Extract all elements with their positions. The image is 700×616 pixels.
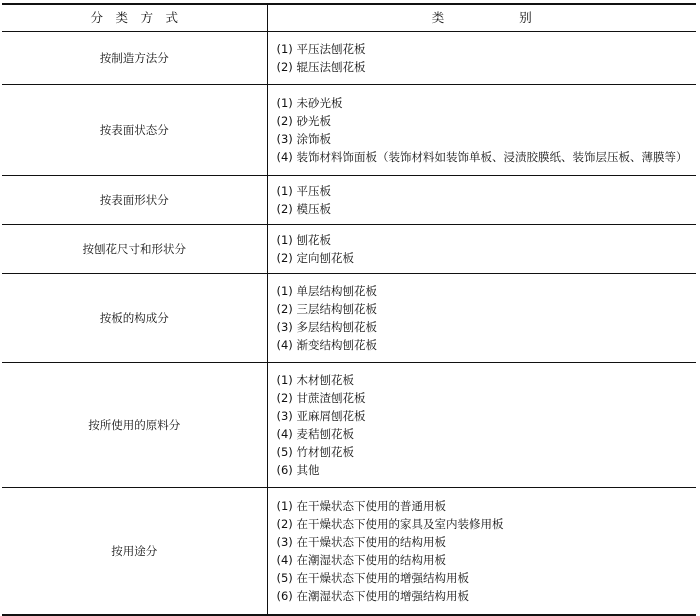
category-item: (4) 麦秸刨花板 — [276, 427, 354, 441]
table-row — [2, 32, 696, 85]
category-item: (1) 平压法刨花板 — [276, 42, 366, 56]
classification-method-cell: 按刨花尺寸和形状分 — [2, 225, 267, 274]
category-item: (1) 刨花板 — [276, 233, 331, 247]
category-item: (5) 在干燥状态下使用的增强结构用板 — [276, 571, 469, 585]
table-row — [2, 488, 696, 616]
category-item: (4) 装饰材料饰面板（装饰材料如装饰单板、浸渍胶膜纸、装饰层压板、薄膜等） — [276, 150, 688, 164]
category-list-cell — [267, 176, 696, 225]
category-item: (1) 未砂光板 — [276, 96, 343, 110]
category-item: (2) 定向刨花板 — [276, 251, 354, 265]
category-list-cell — [267, 85, 696, 176]
header-category: 类 别 — [267, 4, 696, 32]
category-item: (3) 在干燥状态下使用的结构用板 — [276, 535, 446, 549]
category-item: (3) 亚麻屑刨花板 — [276, 409, 366, 423]
category-list-cell — [267, 363, 696, 488]
category-list-cell — [267, 274, 696, 363]
category-item: (2) 甘蔗渣刨花板 — [276, 391, 366, 405]
category-item: (6) 其他 — [276, 463, 320, 477]
classification-method-cell: 按制造方法分 — [2, 32, 267, 85]
category-list-cell — [267, 488, 696, 616]
category-item: (5) 竹材刨花板 — [276, 445, 354, 459]
category-item: (6) 在潮湿状态下使用的增强结构用板 — [276, 589, 469, 603]
category-item: (2) 三层结构刨花板 — [276, 302, 377, 316]
classification-method-cell: 按板的构成分 — [2, 274, 267, 363]
category-item: (2) 砂光板 — [276, 114, 331, 128]
category-item: (1) 在干燥状态下使用的普通用板 — [276, 499, 446, 513]
classification-method-cell: 按表面形状分 — [2, 176, 267, 225]
category-item: (2) 模压板 — [276, 202, 331, 216]
category-item: (3) 涂饰板 — [276, 132, 331, 146]
category-item: (1) 平压板 — [276, 184, 331, 198]
table-header-row — [2, 4, 696, 32]
category-list-cell — [267, 32, 696, 85]
classification-method-cell: 按表面状态分 — [2, 85, 267, 176]
header-classification-method: 分 类 方 式 — [2, 4, 267, 32]
table-row — [2, 225, 696, 274]
category-item: (2) 辊压法刨花板 — [276, 60, 366, 74]
classification-method-cell: 按用途分 — [2, 488, 267, 616]
table-body — [2, 32, 696, 616]
table-row — [2, 363, 696, 488]
table-row — [2, 274, 696, 363]
category-item: (1) 木材刨花板 — [276, 373, 354, 387]
category-list-cell — [267, 225, 696, 274]
category-item: (3) 多层结构刨花板 — [276, 320, 377, 334]
category-item: (4) 在潮湿状态下使用的结构用板 — [276, 553, 446, 567]
classification-table-document — [2, 3, 696, 603]
classification-table — [2, 3, 696, 616]
category-item: (2) 在干燥状态下使用的家具及室内装修用板 — [276, 517, 504, 531]
category-item: (4) 渐变结构刨花板 — [276, 338, 377, 352]
table-row — [2, 85, 696, 176]
category-item: (1) 单层结构刨花板 — [276, 284, 377, 298]
classification-method-cell: 按所使用的原料分 — [2, 363, 267, 488]
table-row — [2, 176, 696, 225]
